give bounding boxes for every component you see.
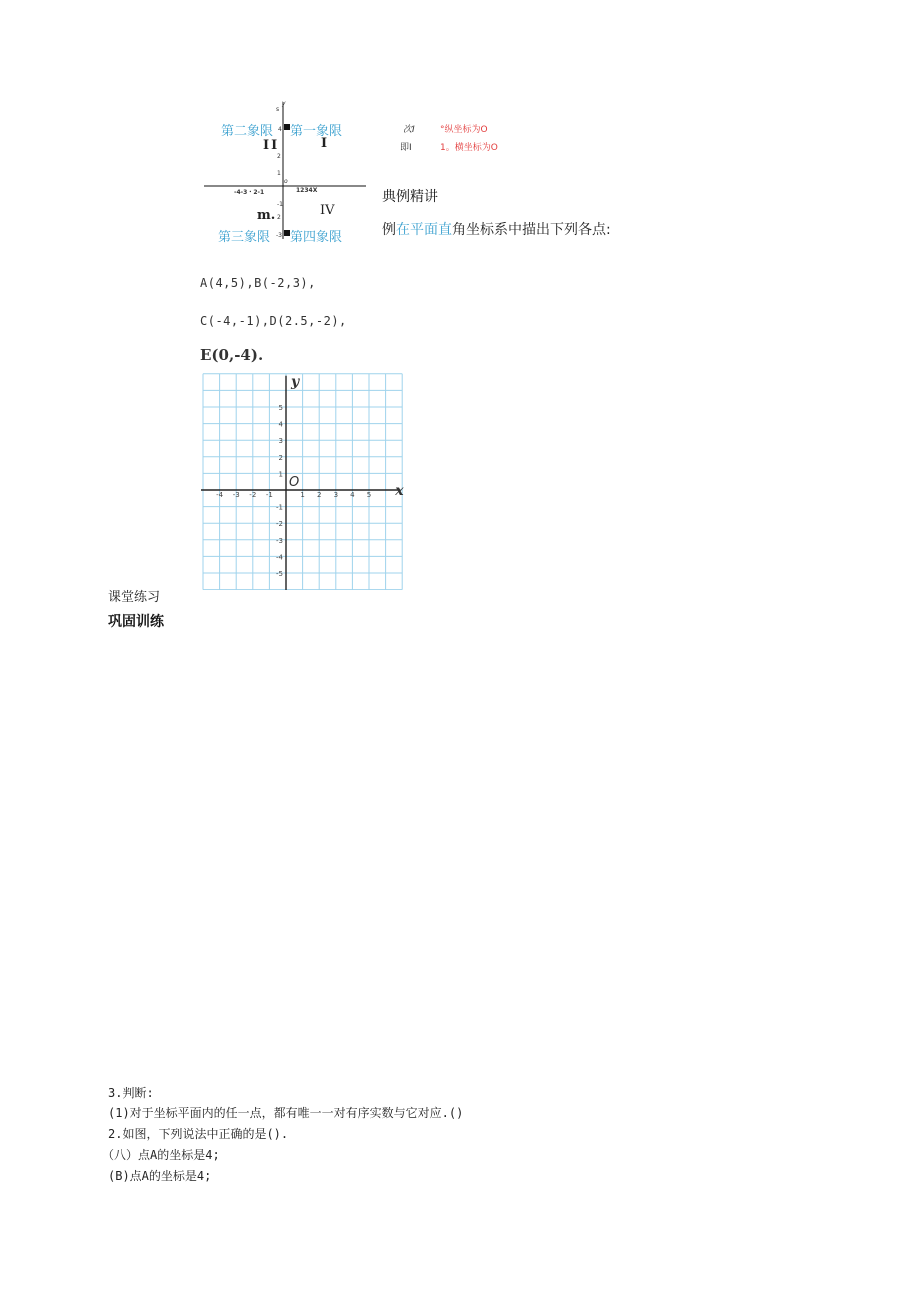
x-tick-label: 2 [316, 491, 322, 499]
note-row1-right: °纵坐标为O [440, 125, 488, 135]
roman-quadrant-2: II [263, 138, 280, 153]
x-negative-ticks: -4-3・2-1 [234, 189, 265, 196]
roman-quadrant-4: IV [320, 203, 335, 218]
x-tick-label: 4 [350, 491, 355, 499]
example-highlight: 在平面直 [396, 222, 452, 238]
y-tick-label: 2 [278, 453, 283, 462]
points-line-1: A(4,5),B(-2,3), [200, 276, 316, 290]
question-2: 2.如图，下列说法中正确的是(). [108, 1127, 289, 1141]
question-2-option-a: （八）点A的坐标是4; [102, 1148, 220, 1162]
points-line-3: E(0,-4). [200, 346, 264, 364]
x-tick-label: 5 [366, 491, 372, 499]
square-marker-icon [284, 124, 290, 130]
x-tick-label: -2 [249, 491, 257, 499]
y-tick-label: -5 [276, 570, 283, 578]
y-tick-label: 5 [278, 404, 283, 412]
label-quadrant-2: 第二象限 [221, 124, 274, 139]
y-tick-neg2: 2 [277, 214, 281, 221]
example-heading: 典例精讲 [382, 189, 438, 205]
example-instruction [382, 219, 611, 239]
x-tick-label: -3 [232, 491, 240, 499]
example-rest: 角坐标系中描出下列各点: [452, 222, 611, 238]
x-axis-label: x [395, 483, 404, 499]
y-tick-2: 2 [277, 153, 281, 160]
roman-quadrant-3: m. [257, 208, 276, 223]
y-tick-label: 4 [278, 420, 283, 429]
y-tick-4: 4 [278, 120, 292, 135]
origin-label: O [289, 475, 300, 490]
y-tick-label: -4 [276, 553, 283, 562]
x-tick-label: 1 [300, 491, 305, 499]
y-tick-label: -1 [276, 503, 283, 512]
note-row2-left: 即I [400, 143, 412, 153]
y-tick-neg1: -1 [277, 201, 283, 208]
y-tick-label: 1 [278, 470, 283, 479]
origin-label: o [284, 178, 288, 185]
question-2-option-b: (B)点A的坐标是4; [108, 1169, 212, 1183]
question-3: 3.判断: [108, 1086, 154, 1100]
x-tick-label: 3 [333, 491, 339, 499]
label-quadrant-3: 第三象限 [218, 230, 271, 245]
y-tick-1: 1 [277, 170, 281, 177]
points-line-2: C(-4,-1),D(2.5,-2), [200, 314, 347, 328]
note-row1-left: 次I [403, 125, 415, 135]
x-positive-ticks: 1234X [296, 187, 318, 194]
label-quadrant-4: 第四象限 [290, 230, 343, 245]
y-tick-neg3: -3 [276, 226, 292, 241]
example-prefix: 例 [382, 222, 396, 238]
practice-title: 课堂练习 [108, 590, 161, 605]
question-3-item-1: (1)对于坐标平面内的任一点，都有唯一一对有序实数与它对应.() [108, 1106, 464, 1120]
y-axis-label: y [291, 373, 300, 390]
label-quadrant-1: 第一象限 [290, 124, 343, 139]
note-row2-right: 1。横坐标为O [440, 143, 498, 153]
y-tick-5: s [276, 106, 280, 113]
coordinate-grid [200, 372, 415, 590]
y-tick-label: 3 [278, 437, 283, 446]
roman-quadrant-1: I [321, 136, 328, 151]
practice-subtitle: 巩固训练 [108, 614, 164, 630]
y-tick-label: -2 [276, 520, 283, 529]
x-tick-label: -1 [265, 491, 273, 499]
y-tick-label: -3 [276, 536, 283, 545]
x-tick-label: -4 [216, 491, 224, 499]
y-axis-letter: y [282, 100, 286, 107]
